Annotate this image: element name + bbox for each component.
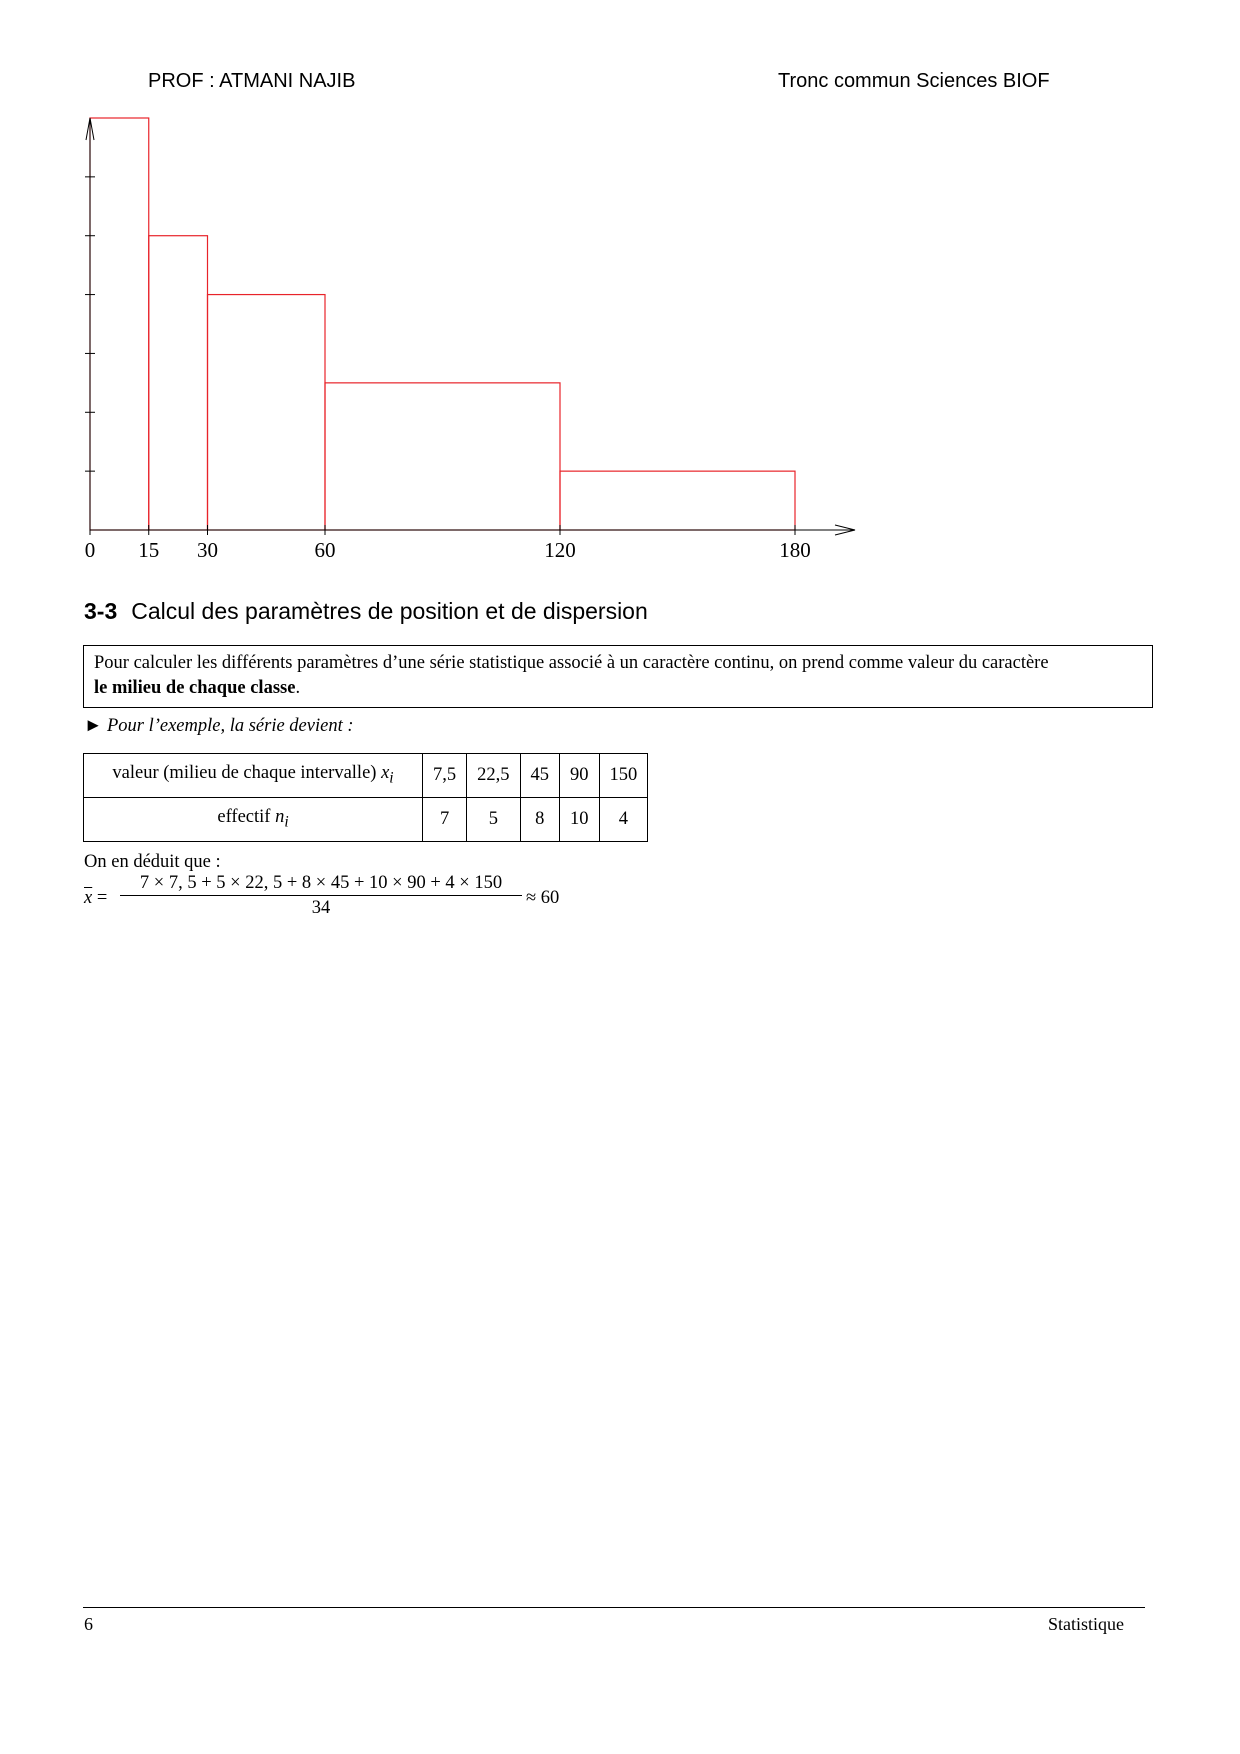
row-label-counts-text: effectif <box>217 807 271 828</box>
table-cell: 8 <box>520 798 560 842</box>
table-cell: 10 <box>560 798 600 842</box>
formula-denominator: 34 <box>311 898 331 918</box>
formula-lhs <box>84 888 107 909</box>
definition-box <box>83 645 1153 708</box>
histogram-bar <box>560 471 795 530</box>
histogram-chart <box>60 100 860 580</box>
x-tick-label: 0 <box>84 538 96 562</box>
x-tick-label: 60 <box>314 538 336 562</box>
row-label-counts-var: n <box>275 807 285 828</box>
table-cell: 22,5 <box>467 754 520 798</box>
row-label-values-var: x <box>381 763 390 784</box>
table-row-values <box>84 754 648 798</box>
histogram-bar <box>208 295 326 530</box>
x-tick-label: 15 <box>138 538 160 562</box>
histogram-bar <box>325 383 560 530</box>
section-title: Calcul des paramètres de position et de dispersion <box>131 598 648 624</box>
footer-title: Statistique <box>1048 1614 1124 1634</box>
example-text: Pour l’exemple, la série devient : <box>106 716 354 736</box>
header-author: PROF : ATMANI NAJIB <box>148 70 356 92</box>
row-label-values-text: valeur (milieu de chaque intervalle) <box>112 763 377 784</box>
triangle-icon: ► <box>84 716 103 736</box>
series-table <box>83 753 648 842</box>
mean-formula <box>84 872 604 932</box>
deduction-text: On en déduit que : <box>84 852 221 872</box>
table-cell: 5 <box>467 798 520 842</box>
row-label-counts <box>84 798 423 842</box>
row-label-counts-sub: i <box>284 813 289 831</box>
formula-mean-symbol: $\overline{x}$ <box>84 888 93 908</box>
table-row-counts <box>84 798 648 842</box>
formula-fraction <box>120 872 522 919</box>
table-cell: 150 <box>599 754 648 798</box>
formula-equals: = <box>92 888 108 908</box>
formula-numerator: 7 × 7, 5 + 5 × 22, 5 + 8 × 45 + 10 × 90 + 4 × 150 <box>139 873 503 893</box>
table-cell: 4 <box>599 798 648 842</box>
histogram-bar <box>90 118 149 530</box>
fraction-bar <box>120 895 522 896</box>
table-cell: 45 <box>520 754 560 798</box>
footer-page-number: 6 <box>84 1614 93 1634</box>
row-label-values <box>84 754 423 798</box>
definition-bold: le milieu de chaque classe <box>94 678 296 698</box>
formula-result: ≈ 60 <box>526 888 560 908</box>
histogram-bar <box>149 236 208 530</box>
definition-end: . <box>295 678 301 698</box>
table-cell: 90 <box>560 754 600 798</box>
definition-text: Pour calculer les différents paramètres d’une série statistique associé à un caractère continu, on prend comme valeur du caractère <box>94 653 1049 673</box>
table-cell: 7 <box>423 798 467 842</box>
x-tick-label: 120 <box>544 538 576 562</box>
section-number: 3-3 <box>84 598 118 624</box>
x-tick-label: 30 <box>197 538 218 562</box>
section-heading <box>84 598 648 625</box>
example-line <box>84 716 354 737</box>
header-course: Tronc commun Sciences BIOF <box>778 70 1050 92</box>
row-label-values-sub: i <box>389 769 394 787</box>
x-tick-label: 180 <box>779 538 811 562</box>
table-cell: 7,5 <box>423 754 467 798</box>
footer-divider <box>83 1607 1145 1608</box>
